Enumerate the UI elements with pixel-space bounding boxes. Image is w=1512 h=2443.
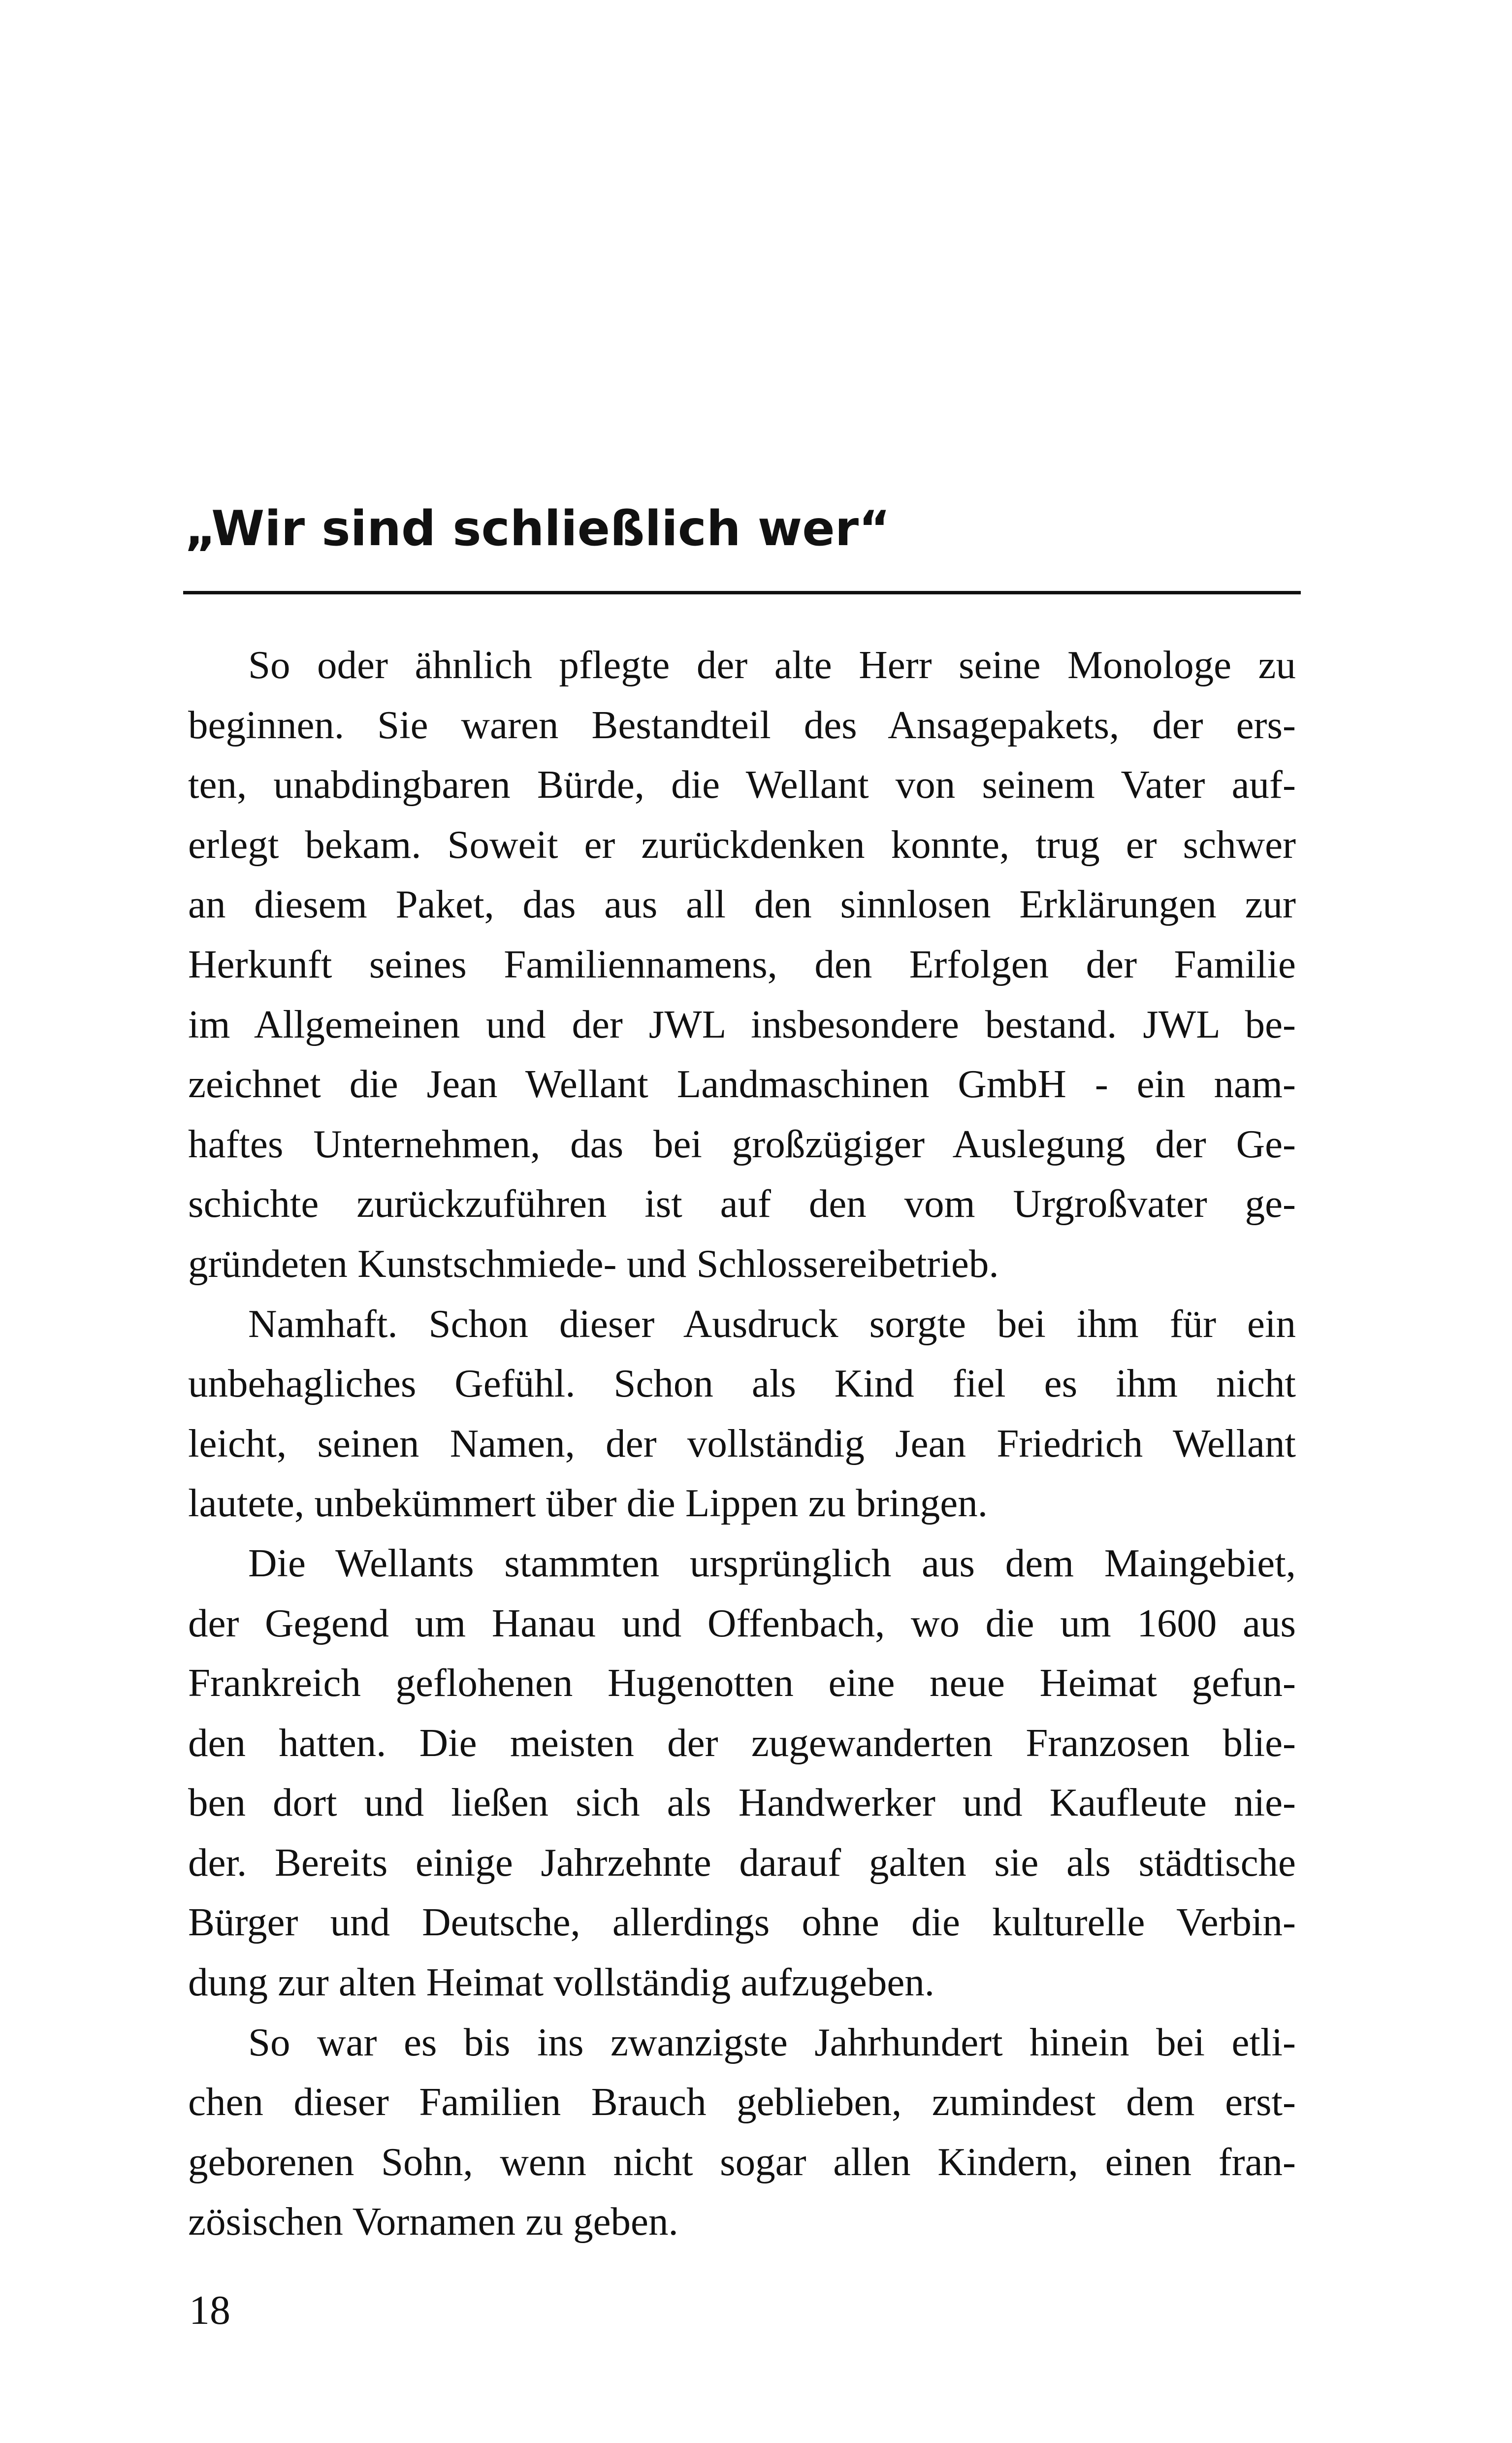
text-line: So war es bis ins zwanzigste Jahrhundert hinein bei etli- (248, 2020, 1296, 2064)
text-line: haftes Unternehmen, das bei großzügiger Auslegung der Ge- (188, 1121, 1296, 1166)
title-rule (183, 591, 1301, 594)
paragraph-2 (188, 1294, 1296, 1533)
text-line: leicht, seinen Namen, der vollständig Jean Friedrich Wellant (188, 1421, 1296, 1466)
text-line: Frankreich geflohenen Hugenotten eine neue Heimat gefun- (188, 1661, 1296, 1705)
text-line: dung zur alten Heimat vollständig aufzugeben. (188, 1960, 935, 2005)
text-line: unbehagliches Gefühl. Schon als Kind fiel es ihm nicht (188, 1361, 1296, 1406)
paragraph-4 (188, 2013, 1296, 2252)
text-line: Die Wellants stammten ursprünglich aus dem Maingebiet, (248, 1540, 1296, 1585)
text-line: Herkunft seines Familiennamens, den Erfolgen der Familie (188, 942, 1296, 986)
text-line: zeichnet die Jean Wellant Landmaschinen GmbH - ein nam- (188, 1062, 1296, 1107)
text-line: an diesem Paket, das aus all den sinnlosen Erklärungen zur (188, 882, 1296, 927)
text-line: ben dort und ließen sich als Handwerker und Kaufleute nie- (188, 1780, 1296, 1825)
text-line: Namhaft. Schon dieser Ausdruck sorgte bei ihm für ein (248, 1301, 1296, 1346)
text-line: So oder ähnlich pflegte der alte Herr seine Monologe zu (248, 643, 1296, 687)
text-line: gründeten Kunstschmiede- und Schlossereibetrieb. (188, 1241, 999, 1286)
text-line: Bürger und Deutsche, allerdings ohne die kulturelle Verbin- (188, 1900, 1296, 1945)
text-line: geborenen Sohn, wenn nicht sogar allen Kindern, einen fran- (188, 2139, 1296, 2184)
text-line: erlegt bekam. Soweit er zurückdenken konnte, trug er schwer (188, 822, 1296, 867)
text-line: im Allgemeinen und der JWL insbesondere bestand. JWL be- (188, 1002, 1296, 1046)
paragraph-1 (188, 635, 1296, 1294)
text-line: chen dieser Familien Brauch geblieben, zumindest dem erst- (188, 2080, 1296, 2124)
text-line: der. Bereits einige Jahrzehnte darauf galten sie als städtische (188, 1840, 1296, 1885)
chapter-title: „Wir sind schließlich wer“ (185, 501, 891, 557)
text-line: schichte zurückzuführen ist auf den vom Urgroßvater ge- (188, 1181, 1296, 1226)
text-line: beginnen. Sie waren Bestandteil des Ansagepakets, der ers- (188, 702, 1296, 747)
paragraph-3 (188, 1533, 1296, 2013)
text-line: lautete, unbekümmert über die Lippen zu bringen. (188, 1481, 988, 1526)
text-line: zösischen Vornamen zu geben. (188, 2199, 678, 2244)
body-text (188, 635, 1296, 2252)
text-line: den hatten. Die meisten der zugewanderten Franzosen blie- (188, 1720, 1296, 1765)
text-line: der Gegend um Hanau und Offenbach, wo die um 1600 aus (188, 1600, 1296, 1645)
page-number: 18 (189, 2287, 230, 2333)
text-line: ten, unabdingbaren Bürde, die Wellant von seinem Vater auf- (188, 762, 1296, 807)
